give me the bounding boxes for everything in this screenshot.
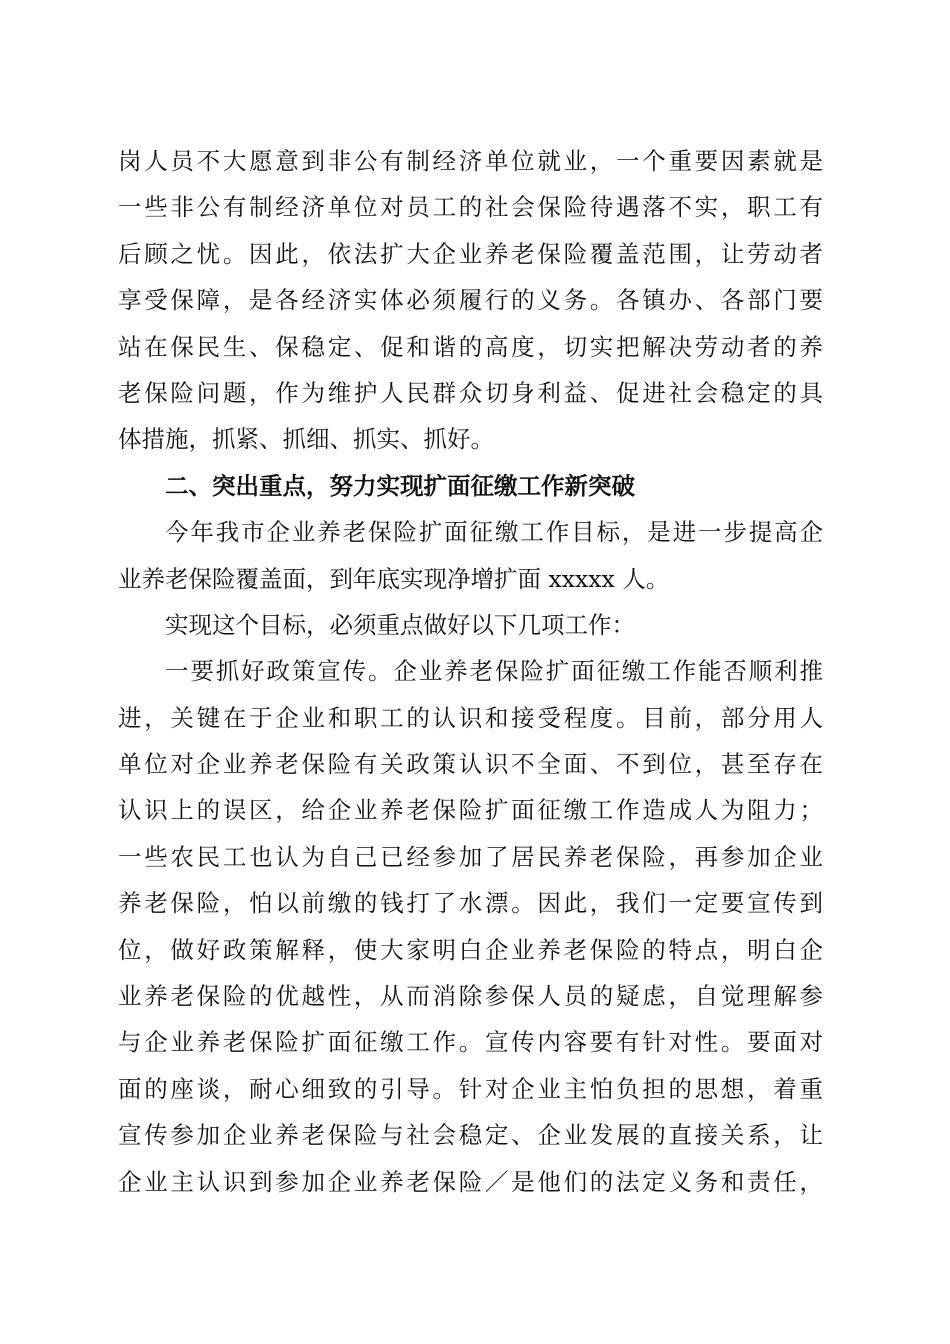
- text-line: 站在保民生、保稳定、促和谐的高度，切实把解决劳动者的养: [118, 332, 823, 361]
- text-line: 一些农民工也认为自己已经参加了居民养老保险，再参加企业: [118, 842, 823, 871]
- document-body: [118, 138, 823, 1205]
- text-line: 进，关键在于企业和职工的认识和接受程度。目前，部分用人: [118, 703, 823, 732]
- text-line: 享受保障，是各经济实体必须履行的义务。各镇办、各部门要: [118, 286, 823, 315]
- text-line: 一要抓好政策宣传。企业养老保险扩面征缴工作能否顺利推: [165, 657, 823, 686]
- text-line: 实现这个目标，必须重点做好以下几项工作：: [165, 610, 635, 639]
- text-line: 今年我市企业养老保险扩面征缴工作目标，是进一步提高企: [165, 518, 823, 547]
- text-line: 体措施，抓紧、抓细、抓实、抓好。: [118, 425, 494, 454]
- text-line: 宣传参加企业养老保险与社会稳定、企业发展的直接关系，让: [118, 1121, 823, 1150]
- text-line: 与企业养老保险扩面征缴工作。宣传内容要有针对性。要面对: [118, 1028, 823, 1057]
- text-line: 企业主认识到参加企业养老保险／是他们的法定义务和责任，: [118, 1167, 823, 1196]
- text-line: 岗人员不大愿意到非公有制经济单位就业，一个重要因素就是: [118, 147, 823, 175]
- text-line: 后顾之忧。因此，依法扩大企业养老保险覆盖范围，让劳动者: [118, 239, 823, 268]
- text-line: 老保险问题，作为维护人民群众切身利益、促进社会稳定的具: [118, 378, 823, 407]
- text-line: 养老保险，怕以前缴的钱打了水漂。因此，我们一定要宣传到: [118, 889, 823, 918]
- section-heading: 二、突出重点，努力实现扩面征缴工作新突破: [165, 471, 635, 500]
- text-line: 业养老保险的优越性，从而消除参保人员的疑虑，自觉理解参: [118, 982, 823, 1011]
- text-line: 业养老保险覆盖面，到年底实现净增扩面 xxxxx 人。: [118, 564, 670, 593]
- text-line: 认识上的误区，给企业养老保险扩面征缴工作造成人为阻力；: [118, 796, 823, 825]
- text-line: 单位对企业养老保险有关政策认识不全面、不到位，甚至存在: [118, 750, 823, 779]
- text-line: 一些非公有制经济单位对员工的社会保险待遇落不实，职工有: [118, 193, 823, 222]
- text-line: 位，做好政策解释，使大家明白企业养老保险的特点，明白企: [118, 935, 823, 964]
- text-line: 面的座谈，耐心细致的引导。针对企业主怕负担的思想，着重: [118, 1074, 823, 1103]
